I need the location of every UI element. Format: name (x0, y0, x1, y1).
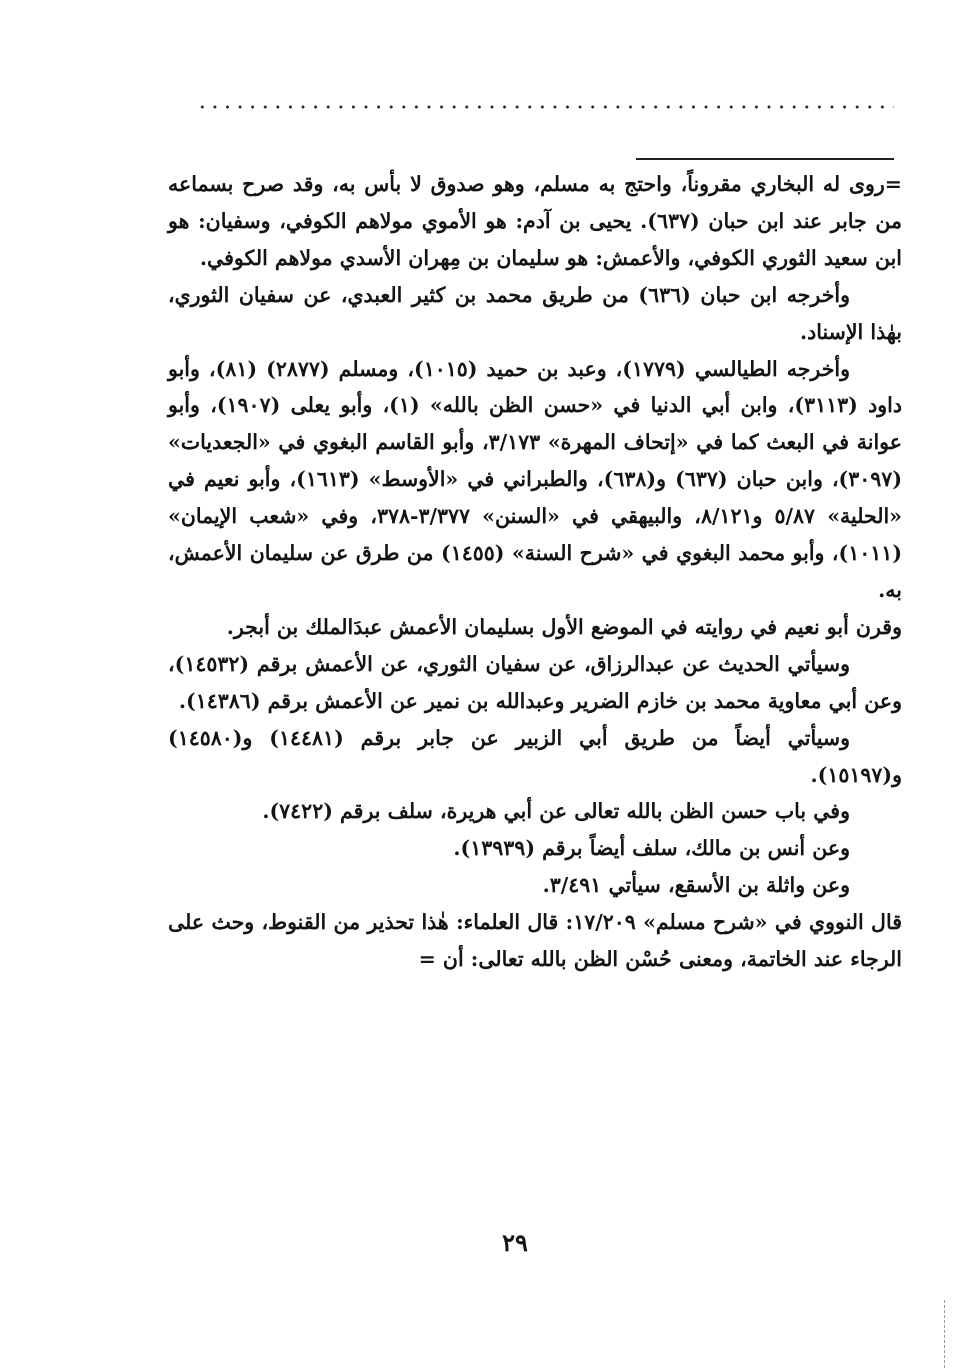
footnote-paragraph: =روى له البخاري مقروناً، واحتج به مسلم، وهو صدوق لا بأس به، وقد صرح بسماعه من جابر عند ابن حبان (٦٣٧). يحيى بن آدم: هو الأموي مولاهم الكوفي، وسفيان: هو ابن سعيد الثوري الكوفي، والأعمش: هو سليمان بن مِهران الأسدي مولاهم الكوفي. (168, 172, 902, 270)
footnote-paragraph: وعن واثلة بن الأسقع، سيأتي ٣/٤٩١. (542, 873, 850, 898)
margin-mark (944, 1300, 945, 1368)
footnote-paragraph: وفي باب حسن الظن بالله تعالى عن أبي هريرة، سلف برقم (٧٤٢٢). (262, 799, 850, 824)
footnote-paragraph: قال النووي في «شرح مسلم» ١٧/٢٠٩: قال العلماء: هٰذا تحذير من القنوط، وحث على الرجاء عند الخاتمة، ومعنى حُسْن الظن بالله تعالى: أن = (168, 910, 902, 972)
footnote-paragraph: وعن أنس بن مالك، سلف أيضاً برقم (١٣٩٣٩). (453, 836, 850, 861)
footnote-paragraph: وقرن أبو نعيم في روايته في الموضع الأول بسليمان الأعمش عبدَالملك بن أبجر. (226, 614, 902, 639)
footnote-rule (636, 158, 894, 160)
footnote-paragraph: وسيأتي الحديث عن عبدالرزاق، عن سفيان الثوري، عن الأعمش برقم (١٤٥٣٢)، وعن أبي معاوية محمد بن خازم الضرير وعبدالله بن نمير عن الأعمش برقم (١٤٣٨٦). (168, 651, 902, 713)
footnote-text (168, 166, 902, 978)
footnote-paragraph: وأخرجه الطيالسي (١٧٧٩)، وعبد بن حميد (١٠١٥)، ومسلم (٢٨٧٧) (٨١)، وأبو داود (٣١١٣)، وابن أبي الدنيا في «حسن الظن بالله» (١)، وأبو يعلى (١٩٠٧)، وأبو عوانة في البعث كما في «إتحاف المهرة» ٣/١٧٣، وأبو القاسم البغوي في «الجعديات» (٣٠٩٧)، وابن حبان (٦٣٧) و(٦٣٨)، والطبراني في «الأوسط» (١٦١٣)، وأبو نعيم في «الحلية» ٥/٨٧ و٨/١٢١، والبيهقي في «السنن» ٣/٣٧٧-٣٧٨، وفي «شعب الإيمان» (١٠١١)، وأبو محمد البغوي في «شرح السنة» (١٤٥٥) من طرق عن سليمان الأعمش، به. (168, 356, 903, 602)
dotted-separator (196, 104, 894, 110)
page-number: ٢٩ (502, 1228, 528, 1257)
footnote-paragraph: وأخرجه ابن حبان (٦٣٦) من طريق محمد بن كثير العبدي، عن سفيان الثوري، بهٰذا الإسناد. (168, 282, 902, 344)
footnote-paragraph: وسيأتي أيضاً من طريق أبي الزبير عن جابر برقم (١٤٤٨١) و(١٤٥٨٠) و(١٥١٩٧). (168, 725, 902, 787)
